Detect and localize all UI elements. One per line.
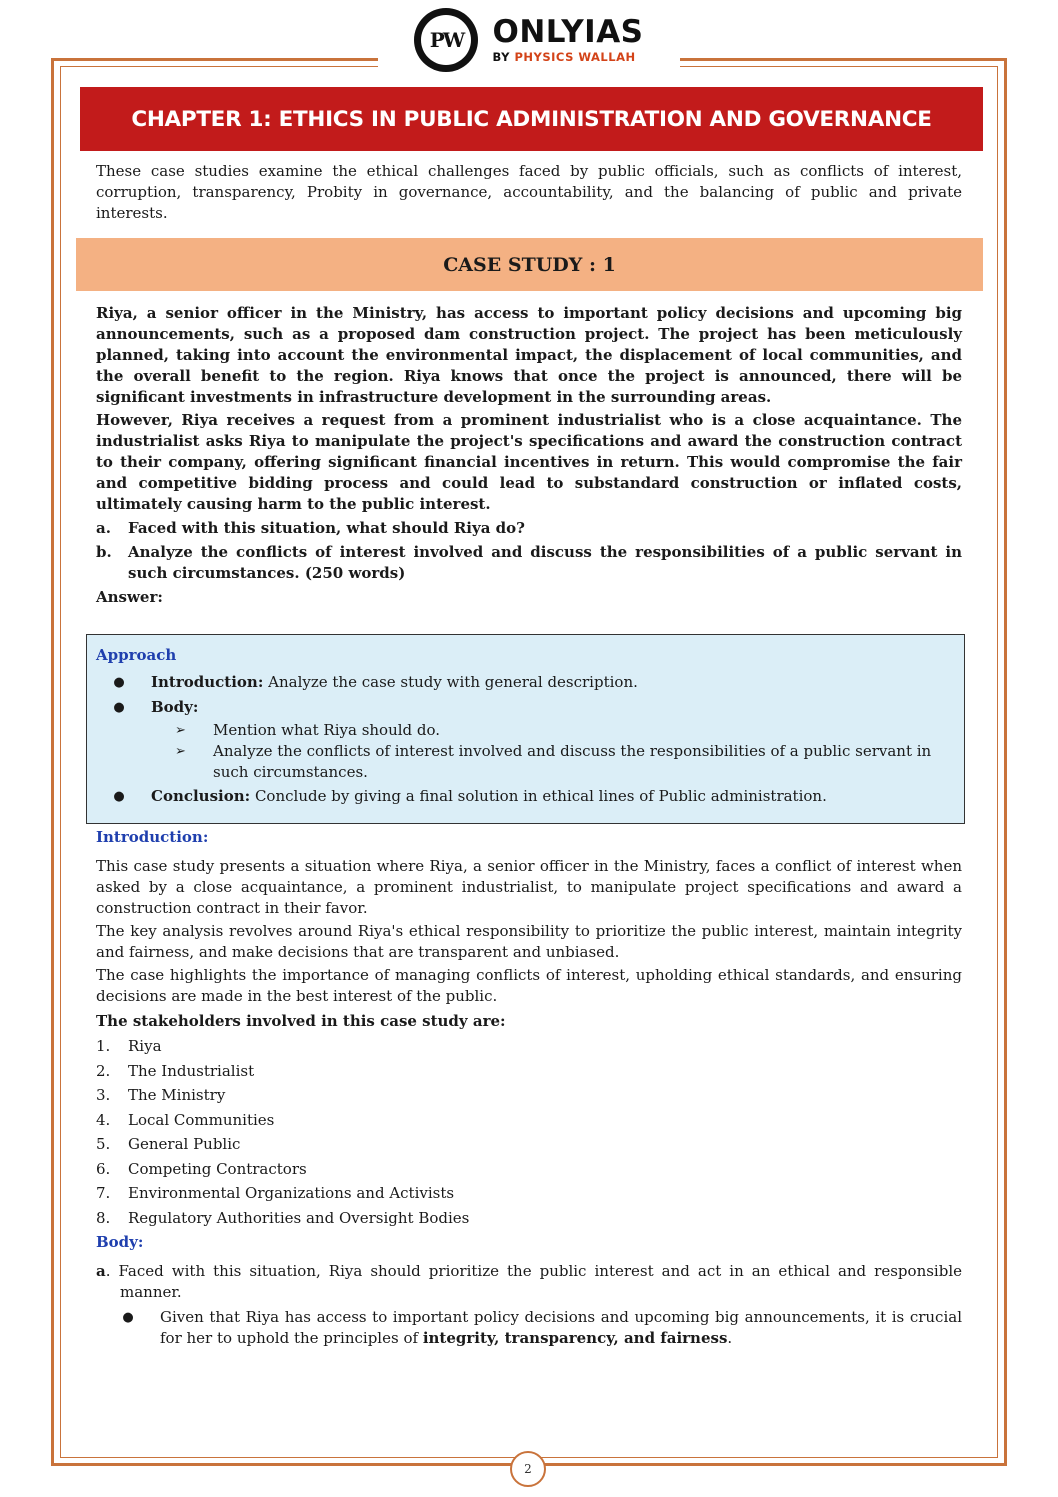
- introduction-section: [96, 827, 962, 1349]
- list-item-text: Competing Contractors: [128, 1159, 307, 1178]
- list-item-number: 7.: [96, 1184, 111, 1202]
- bullet-icon: ●: [113, 789, 125, 804]
- case-study-body: [96, 303, 962, 608]
- approach-conclusion-label: Conclusion:: [151, 787, 251, 805]
- list-item: [96, 1157, 962, 1182]
- list-item: [96, 1181, 962, 1206]
- arrow-icon: ➢: [175, 744, 186, 759]
- body-bullet: [96, 1307, 962, 1349]
- list-item-number: 8.: [96, 1208, 111, 1227]
- approach-intro-item: [87, 672, 964, 693]
- chapter-intro-paragraph: These case studies examine the ethical challenges faced by public officials, such as conflicts of interest, corruption, transparency, Probity in governance, accountability, and the balancing of public and private interests.: [96, 162, 962, 222]
- question-a: [96, 518, 962, 539]
- body-item-a: [96, 1261, 962, 1303]
- approach-body-item: [87, 697, 964, 718]
- body-bullet-text: [160, 1307, 962, 1349]
- chapter-title: CHAPTER 1: ETHICS IN PUBLIC ADMINISTRATION AND GOVERNANCE: [80, 87, 983, 151]
- list-item-text: Regulatory Authorities and Oversight Bodies: [128, 1208, 470, 1227]
- body-item-text: . Faced with this situation, Riya should prioritize the public interest and act in an ethical and responsible manner.: [105, 1262, 962, 1301]
- approach-body-label: Body:: [151, 698, 199, 716]
- approach-body-point: [87, 741, 964, 783]
- question-text: Analyze the conflicts of interest involved and discuss the responsibilities of a public servant in such circumstances. (250 words): [128, 543, 962, 582]
- list-item-text: The Industrialist: [128, 1061, 255, 1080]
- approach-intro-text: Analyze the case study with general description.: [263, 673, 638, 691]
- list-item-number: 3.: [96, 1086, 111, 1104]
- chapter-intro: [96, 161, 962, 224]
- body-heading: Body:: [96, 1233, 144, 1251]
- introduction-paragraph: The case highlights the importance of managing conflicts of interest, upholding ethical standards, and ensuring decisions are made in the best interest of the public.: [96, 966, 962, 1005]
- approach-box: [86, 634, 965, 824]
- approach-body-point-text: Mention what Riya should do.: [213, 721, 441, 739]
- introduction-paragraph: This case study presents a situation where Riya, a senior officer in the Ministry, faces a conflict of interest when asked by a close acquaintance, a prominent industrialist, to manipulate project specifications and award a construction contract in their favor.: [96, 857, 962, 917]
- brand-tagline: [492, 50, 643, 64]
- pw-badge-text: PW: [421, 15, 471, 65]
- stakeholders-heading: The stakeholders involved in this case study are:: [96, 1012, 506, 1030]
- list-item-text: General Public: [128, 1135, 241, 1153]
- list-item-number: 5.: [96, 1135, 111, 1153]
- bullet-icon: ●: [113, 675, 125, 690]
- question-label: b.: [96, 543, 112, 561]
- list-item-number: 6.: [96, 1159, 111, 1178]
- introduction-heading: Introduction:: [96, 828, 209, 846]
- approach-conclusion-item: [87, 786, 964, 807]
- introduction-paragraph: The key analysis revolves around Riya's ethical responsibility to prioritize the public interest, maintain integrity and fairness, and make decisions that are transparent and unbiased.: [96, 922, 962, 961]
- list-item-text: Local Communities: [128, 1110, 275, 1129]
- stakeholders-list: [96, 1034, 962, 1230]
- list-item-number: 4.: [96, 1110, 111, 1129]
- body-bullet-text-post: .: [727, 1329, 733, 1347]
- approach-intro-label: Introduction:: [151, 673, 264, 691]
- case-paragraph: However, Riya receives a request from a prominent industrialist who is a close acquaintance. The industrialist asks Riya to manipulate the project's specifications and award the construction contract to their company, offering significant financial incentives in return. This would compromise the fair and competitive bidding process and could lead to substandard construction or inflated costs, ultimately causing harm to the public interest.: [96, 411, 962, 513]
- list-item: [96, 1108, 962, 1133]
- arrow-icon: ➢: [175, 723, 186, 738]
- list-item: [96, 1034, 962, 1059]
- body-bullet-text-bold: integrity, transparency, and fairness: [422, 1329, 728, 1347]
- brand-tagline-prefix: BY: [492, 50, 510, 64]
- question-label: a.: [96, 519, 111, 537]
- list-item-number: 1.: [96, 1037, 111, 1055]
- list-item: [96, 1059, 962, 1084]
- approach-body-point-text: Analyze the conflicts of interest involved and discuss the responsibilities of a public servant in such circumstances.: [213, 742, 932, 781]
- question-text: Faced with this situation, what should Riya do?: [128, 519, 525, 537]
- bullet-icon: ●: [122, 1310, 134, 1325]
- case-paragraph: Riya, a senior officer in the Ministry, has access to important policy decisions and upcoming big announcements, such as a proposed dam construction project. The project has been meticulously planned, taking into account the environmental impact, the displacement of local communities, and the overall benefit to the region. Riya knows that once the project is announced, there will be significant investments in infrastructure development in the surrounding areas.: [96, 304, 962, 406]
- pw-logo-icon: [414, 8, 478, 72]
- brand-block: [492, 16, 643, 64]
- list-item-number: 2.: [96, 1061, 111, 1080]
- list-item-text: Riya: [128, 1037, 162, 1055]
- list-item: [96, 1206, 962, 1231]
- page-number: 2: [510, 1451, 546, 1487]
- list-item: [96, 1132, 962, 1157]
- brand-tagline-accent: PHYSICS WALLAH: [514, 50, 636, 64]
- approach-body-point: [87, 720, 964, 741]
- approach-heading: Approach: [96, 646, 177, 664]
- case-study-title: CASE STUDY : 1: [76, 238, 983, 291]
- question-b: [96, 542, 962, 584]
- body-item-label: a: [96, 1262, 106, 1280]
- list-item: [96, 1083, 962, 1108]
- brand-name: ONLYIAS: [492, 14, 644, 50]
- approach-conclusion-text: Conclude by giving a final solution in ethical lines of Public administration.: [250, 787, 827, 805]
- bullet-icon: ●: [113, 700, 125, 715]
- answer-label: Answer:: [96, 588, 163, 606]
- list-item-text: The Ministry: [128, 1086, 226, 1104]
- body-bullet-text-pre: Given that Riya has access to important policy decisions and upcoming big announcements, it is crucial for her to uphold the principles of: [160, 1308, 962, 1347]
- list-item-text: Environmental Organizations and Activists: [128, 1184, 455, 1202]
- header-logo: [378, 0, 680, 80]
